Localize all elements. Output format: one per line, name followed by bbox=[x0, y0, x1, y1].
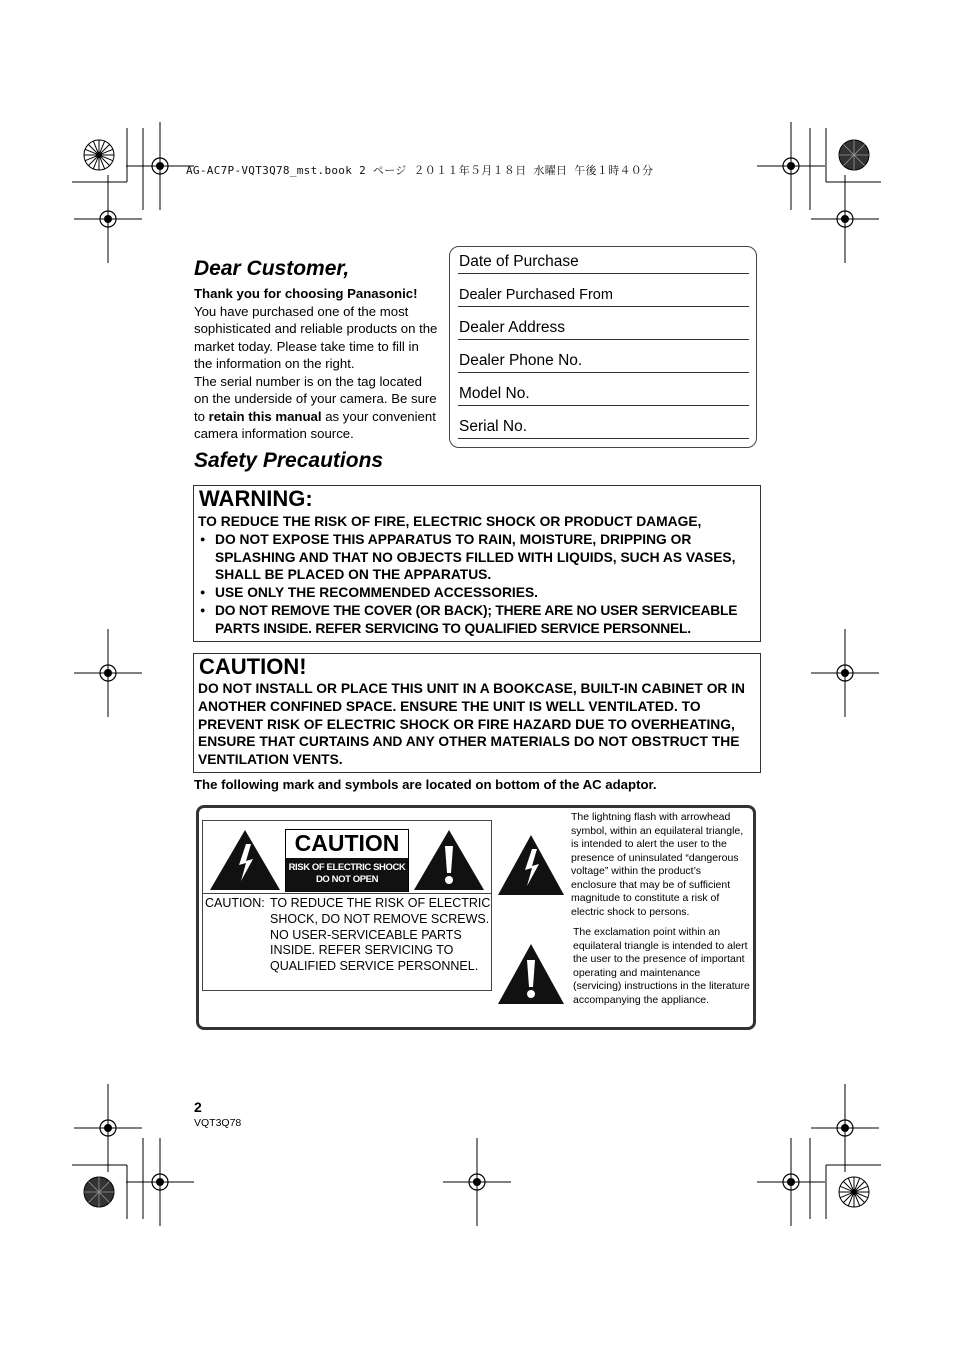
form-field-serial-no[interactable]: Serial No. bbox=[458, 417, 749, 439]
caution-subtitle bbox=[286, 858, 408, 892]
caution-box bbox=[193, 653, 761, 773]
exclamation-symbol-description: The exclamation point within an equilateral triangle is intended to alert the user to the presence of important operating and maintenance (servicing) instructions in the literature accompanying the appliance. bbox=[573, 926, 750, 1006]
warning-bullet: ● DO NOT REMOVE THE COVER (OR BACK); THERE ARE NO USER SERVICEABLE PARTS INSIDE. REFER SERVICING TO QUALIFIED SERVICE PERSONNEL. bbox=[198, 602, 754, 638]
caution-label-body: TO REDUCE THE RISK OF ELECTRIC SHOCK, DO NOT REMOVE SCREWS. NO USER-SERVICEABLE PARTS INSIDE. REFER SERVICING TO QUALIFIED SERVICE PERSONNEL. bbox=[270, 896, 491, 974]
exclamation-triangle-icon bbox=[412, 828, 486, 892]
caution-text: DO NOT INSTALL OR PLACE THIS UNIT IN A BOOKCASE, BUILT-IN CABINET OR IN ANOTHER CONFINED SPACE. ENSURE THE UNIT IS WELL VENTILATED. TO PREVENT RISK OF ELECTRIC SHOCK OR FIRE HAZARD DUE TO OVERHEATING, ENSURE THAT CURTAINS AND ANY OTHER MATERIALS DO NOT OBSTRUCT THE VENTILATION VENTS. bbox=[198, 681, 746, 768]
print-header: AG-AC7P-VQT3Q78_mst.book 2 ページ ２０１１年５月１８日 水曜日 午後１時４０分 bbox=[186, 164, 654, 177]
retain-manual-bold: retain this manual bbox=[208, 408, 322, 424]
warning-box bbox=[193, 485, 761, 642]
caution-heading: CAUTION! bbox=[199, 654, 307, 679]
thanks-line: Thank you for choosing Panasonic! bbox=[194, 286, 418, 301]
serial-text-2: as your convenient camera information source. bbox=[194, 408, 436, 441]
exclamation-triangle-icon bbox=[496, 942, 566, 1006]
form-field-date-of-purchase[interactable]: Date of Purchase bbox=[458, 252, 749, 274]
serial-paragraph bbox=[194, 373, 439, 443]
warning-bullet: ● DO NOT EXPOSE THIS APPARATUS TO RAIN, MOISTURE, DRIPPING OR SPLASHING AND THAT NO OBJECTS FILLED WITH LIQUIDS, SUCH AS VASES, SHALL BE PLACED ON THE APPARATUS. bbox=[198, 531, 754, 584]
caution-sub-line-1: RISK OF ELECTRIC SHOCK bbox=[288, 862, 406, 873]
lightning-triangle-icon bbox=[208, 828, 282, 892]
warning-content bbox=[198, 513, 754, 638]
page-number: 2 bbox=[194, 1099, 202, 1115]
intro-paragraph: You have purchased one of the most sophisticated and reliable products on the market today. Please take time to fill in the information on the right. bbox=[194, 303, 438, 371]
serial-text-1: The serial number is on the tag located on the underside of your camera. Be sure to bbox=[194, 373, 437, 424]
form-field-dealer-purchased-from[interactable]: Dealer Purchased From bbox=[458, 285, 749, 307]
dear-customer-body bbox=[194, 285, 439, 443]
caution-label-text bbox=[205, 896, 491, 975]
warning-heading: WARNING: bbox=[199, 486, 313, 511]
warning-bullet: ● USE ONLY THE RECOMMENDED ACCESSORIES. bbox=[198, 584, 754, 602]
form-field-dealer-address[interactable]: Dealer Address bbox=[458, 318, 749, 340]
mark-note: The following mark and symbols are located on bottom of the AC adaptor. bbox=[194, 777, 657, 792]
safety-precautions-title: Safety Precautions bbox=[194, 449, 384, 472]
dear-customer-title: Dear Customer, bbox=[194, 257, 350, 280]
lightning-triangle-icon bbox=[496, 833, 566, 897]
caution-label-prefix: CAUTION: bbox=[205, 896, 265, 910]
warning-intro: TO REDUCE THE RISK OF FIRE, ELECTRIC SHOCK OR PRODUCT DAMAGE, bbox=[198, 514, 702, 529]
lightning-symbol-description: The lightning flash with arrowhead symbol, within an equilateral triangle, is intended to alert the user to the presence of uninsulated “dangerous voltage” within the product’s enclosure that may be of sufficient magnitude to constitute a risk of electric shock to persons. bbox=[571, 811, 744, 918]
caution-word: CAUTION bbox=[294, 830, 400, 856]
purchase-info-form bbox=[449, 246, 757, 448]
document-code: VQT3Q78 bbox=[194, 1117, 242, 1129]
form-field-dealer-phone[interactable]: Dealer Phone No. bbox=[458, 351, 749, 373]
form-field-model-no[interactable]: Model No. bbox=[458, 384, 749, 406]
caution-sub-line-2: DO NOT OPEN bbox=[315, 874, 379, 885]
